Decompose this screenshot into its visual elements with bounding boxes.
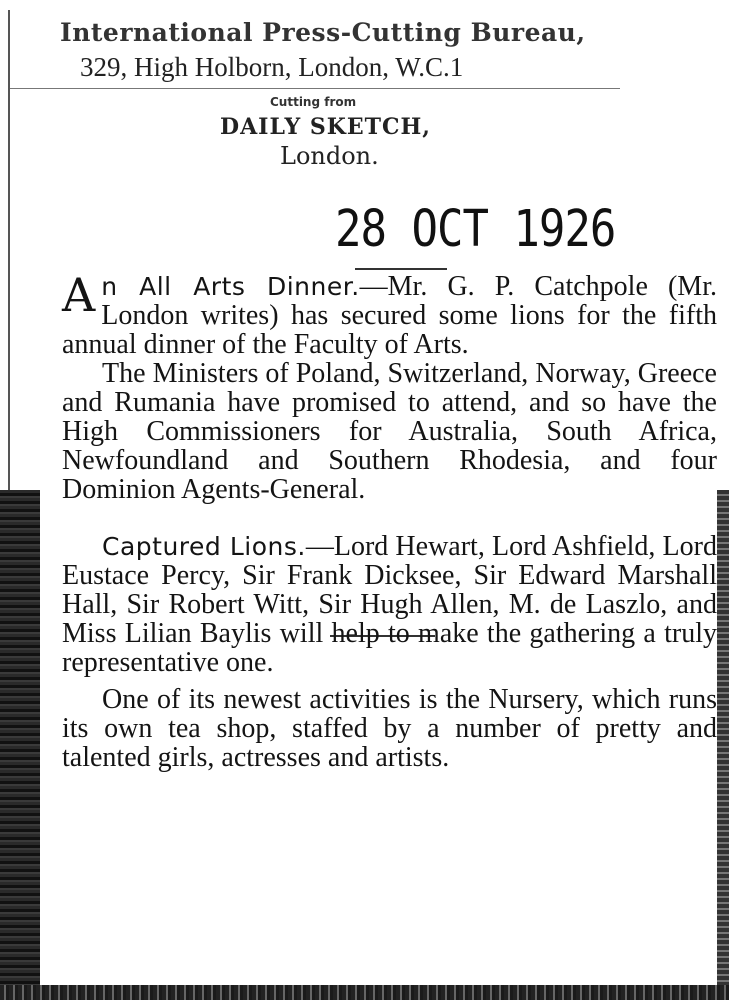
header-rule: [10, 88, 620, 89]
scan-dark-edge-left: [0, 490, 40, 1000]
paragraph-all-arts-dinner: [62, 268, 717, 360]
run-in-heading: n All Arts Dinner.: [101, 272, 360, 301]
scan-dark-edge-bottom: [0, 985, 729, 1000]
date-stamp: 28 OCT 1926: [335, 200, 616, 259]
paragraph-nursery: One of its newest activities is the Nursery, which runs its own tea shop, staffed by a number of pretty and talented girls, actresses and artists.: [62, 684, 717, 773]
article-body: [62, 268, 717, 773]
newspaper-city: London.: [280, 142, 379, 170]
paragraph-text: —Mr. G. P. Catchpole (Mr. London writes) has secured some lions for the fifth annual dinner of the Faculty of Arts.: [62, 271, 717, 360]
run-in-heading: Captured Lions.: [102, 532, 306, 561]
paragraph-text: —Lord Hewart, Lord Ashfield, Lord Eustace Percy, Sir Frank Dicksee, Sir Edward Marshall Hall, Sir Robert Witt, Sir Hugh Allen, M. de Laszlo, and Miss Lilian Baylis will help to make the gathering a truly representative one.: [62, 531, 717, 678]
cutting-from-label: Cutting from: [270, 95, 357, 109]
bureau-name: International Press-Cutting Bureau,: [60, 18, 586, 47]
scan-dark-edge-right: [717, 490, 729, 1000]
drop-cap: A: [62, 268, 96, 322]
newspaper-name: DAILY SKETCH,: [220, 114, 431, 140]
section-rule: [355, 268, 447, 270]
bureau-address: 329, High Holborn, London, W.C.1: [80, 52, 464, 82]
paragraph-captured-lions: [62, 532, 717, 677]
left-margin-rule: [8, 10, 10, 490]
paragraph-ministers: The Ministers of Poland, Switzerland, Norway, Greece and Rumania have promised to attend, and so have the High Commissioners for Australia, South Africa, Newfoundland and Southern Rhodesia, and four Dominion Agents-General.: [62, 358, 717, 505]
